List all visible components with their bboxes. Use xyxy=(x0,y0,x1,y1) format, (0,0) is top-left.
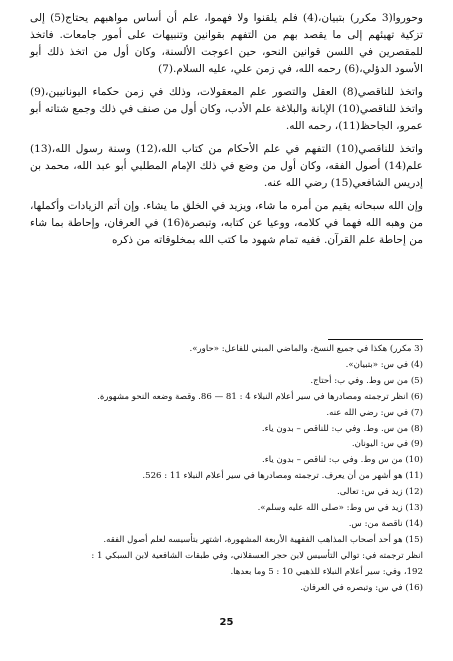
footnote-number: (8) xyxy=(410,423,423,434)
footnotes xyxy=(30,342,423,597)
footnote xyxy=(30,565,423,581)
main-text xyxy=(30,10,423,255)
footnote-text: هو أحد أصحاب المذاهب الفقهية الأربعة المشهورة، اشتهر بتأسيسه لعلم أصول الفقه. xyxy=(103,534,403,545)
footnote-text: ناقصة من: س. xyxy=(348,518,403,529)
footnote xyxy=(30,549,423,565)
footnote xyxy=(30,581,423,597)
footnote-text: زيد في س وط: «صلى الله عليه وسلم». xyxy=(257,503,403,514)
footnote-number: (12) xyxy=(405,487,423,498)
footnote-text: هكذا في جميع النسخ، والماضي المبني للفاعل: «حاور». xyxy=(189,344,388,354)
footnote-text: في س: رضي الله عنه. xyxy=(326,407,409,418)
paragraph: وحوروا(3 مكرر) بتبيان،(4) فلم يلقنوا ولا فهموا، علم أن أساس مواهبهم يحتاج(5) إلى تزكية تهيئهم إلى ما يقصد بهم من التفهم بقوانين وتنبيهات على أمور جامعات. فاتخذ للمقصرين في اللسن قوانين النحو، حين اعوجت الألسنة، وكان أول من اتخذ ذلك أبو الأسود الدؤلي،(6) رحمه الله، في زمن علي، عليه السلام.(7) xyxy=(30,12,424,75)
footnote-text: في س: «بتبيان». xyxy=(345,359,409,370)
footnote-text: انظر ترجمته ومصادرها في سير أعلام النبلاء 4 : 81 — 86. وقصة وضعه النحو مشهورة. xyxy=(97,391,409,402)
footnote-text: هو أشهر من أن يعرف. ترجمته ومصادرها في سير أعلام النبلاء 11 : 526. xyxy=(142,471,403,482)
footnote xyxy=(30,453,423,469)
footnote xyxy=(30,437,423,453)
footnote-text: من س وط. وفي ب: أحتاج. xyxy=(310,375,409,386)
footnote-number: (13) xyxy=(405,503,423,514)
paragraph: واتخذ للناقصي(10) التفهم في علم الأحكام من كتاب الله،(12) وسنة رسول الله،(13) علم(14) أصول الفقه، وكان أول من وضع في ذلك الإمام المطلبي أبو عبد الله، محمد بن إدريس الشافعي(15) رضي الله عنه. xyxy=(30,143,423,189)
footnote xyxy=(30,517,423,533)
footnote-number: (3 مكرر) xyxy=(389,344,423,354)
page-number: 25 xyxy=(219,617,234,628)
footnote xyxy=(30,390,423,406)
footnote-number: (9) xyxy=(410,439,423,450)
footnote xyxy=(30,358,423,374)
footnote-text: انظر ترجمته في: توالي التأسيس لابن حجر العسقلاني، وفي طبقات الشافعية لابن السبكي 1 : xyxy=(91,550,423,561)
footnote-text: من س وط. وفي ب: لناقص – بدون ياء. xyxy=(261,455,403,466)
footnote xyxy=(30,501,423,517)
footnote xyxy=(30,342,423,358)
footnote-separator xyxy=(328,339,423,340)
footnote-number: (11) xyxy=(405,471,423,482)
footnote-number: (4) xyxy=(410,359,423,370)
footnote xyxy=(30,469,423,485)
paragraph: واتخذ للناقصي(8) العقل والتصور علم المعقولات، وذلك في زمن حكماء اليونانيين،(9) واتخذ للناقصي(10) الإبانة والبلاغة علم الأدب، وكان أول من صنف في ذلك وجمع شتاته أبو عمرو، الجاحظ(11)، رحمه الله. xyxy=(30,86,423,132)
footnote-number: (5) xyxy=(410,375,423,386)
footnote xyxy=(30,485,423,501)
footnote-number: (15) xyxy=(405,534,423,545)
footnote xyxy=(30,406,423,422)
footnote xyxy=(30,374,423,390)
footnote-text: زيد في س: تعالى. xyxy=(337,487,403,498)
footnote-number: (16) xyxy=(405,582,423,593)
footnote xyxy=(30,533,423,549)
paragraph: وإن الله سبحانه يقيم من أمره ما شاء، ويزيد في الخلق ما يشاء. وإن أتم الزيادات وأكملها، من وهبه الله فهما في كلامه، ووعيا عن كتابه، وتبصرة(16) في العرفان، وإحاطة بما شاء من إحاطة علم القرآن. ففيه تمام شهود ما كتب الله بمخلوقاته من ذكره xyxy=(30,200,423,246)
footnote-number: (6) xyxy=(410,391,423,402)
footnote-number: (7) xyxy=(410,407,423,418)
footnote-text: 192، وفي: سير أعلام النبلاء للذهبي 10 : 5 وما بعدها. xyxy=(230,566,423,577)
footnote-text: من س. وط. وفي ب: للناقص – بدون ياء. xyxy=(261,423,409,434)
footnote xyxy=(30,422,423,438)
footnote-text: في س: اليونان. xyxy=(351,439,409,450)
footnote-number: (10) xyxy=(405,455,423,466)
footnote-text: في س: وتبصره في العرفان. xyxy=(300,582,403,593)
footnote-number: (14) xyxy=(405,518,423,529)
